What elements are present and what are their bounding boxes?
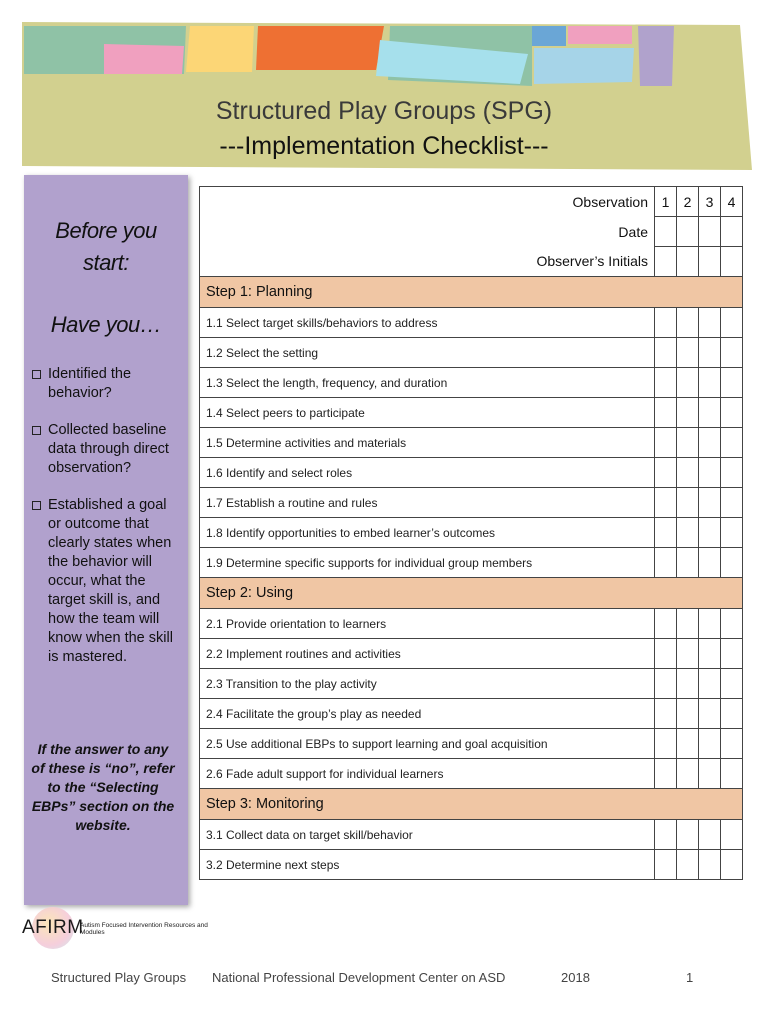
checklist-item-label: 1.5 Determine activities and materials	[200, 428, 655, 458]
checklist-item-row	[200, 669, 743, 699]
observation-checkbox[interactable]	[677, 699, 699, 729]
observation-checkbox[interactable]	[677, 639, 699, 669]
footer-module: Structured Play Groups	[51, 970, 187, 985]
date-label: Date	[200, 217, 655, 247]
checklist-item-row	[200, 850, 743, 880]
checkbox-icon	[32, 426, 41, 435]
initials-field[interactable]	[699, 247, 721, 277]
observation-checkbox[interactable]	[721, 609, 743, 639]
sidebar-heading-text: Before you start:	[55, 218, 157, 275]
observation-checkbox[interactable]	[699, 338, 721, 368]
date-field[interactable]	[677, 217, 699, 247]
observation-checkbox[interactable]	[655, 488, 677, 518]
header-row-date	[200, 217, 743, 247]
checkbox-icon	[32, 370, 41, 379]
observation-checkbox[interactable]	[655, 729, 677, 759]
observation-checkbox[interactable]	[677, 428, 699, 458]
observation-checkbox[interactable]	[677, 729, 699, 759]
observation-checkbox[interactable]	[655, 669, 677, 699]
observation-checkbox[interactable]	[677, 850, 699, 880]
footer-organization: National Professional Development Center on ASD	[212, 970, 506, 985]
sidebar-heading-before	[24, 215, 188, 279]
initials-label: Observer’s Initials	[200, 247, 655, 277]
step-header-row	[200, 578, 743, 609]
observation-checkbox[interactable]	[721, 458, 743, 488]
logo-wordmark: AFIRM	[22, 917, 84, 938]
observation-checkbox[interactable]	[655, 398, 677, 428]
step-header-row	[200, 789, 743, 820]
sidebar-item-text: Identified the behavior?	[48, 366, 132, 401]
initials-field[interactable]	[655, 247, 677, 277]
observation-checkbox[interactable]	[721, 548, 743, 578]
checkbox-icon	[32, 501, 41, 510]
observation-checkbox[interactable]	[655, 338, 677, 368]
checklist-item-label: 2.3 Transition to the play activity	[200, 669, 655, 699]
checklist-item-row	[200, 729, 743, 759]
checklist-item-row	[200, 368, 743, 398]
checklist-item-row	[200, 308, 743, 338]
observation-checkbox[interactable]	[699, 398, 721, 428]
initials-field[interactable]	[721, 247, 743, 277]
observation-checkbox[interactable]	[655, 518, 677, 548]
sidebar-checklist	[32, 365, 182, 685]
observation-number: 1	[655, 187, 677, 217]
observation-checkbox[interactable]	[721, 428, 743, 458]
document-title: Structured Play Groups (SPG)	[215, 97, 553, 125]
observation-checkbox[interactable]	[677, 820, 699, 850]
observation-checkbox[interactable]	[721, 488, 743, 518]
checklist-item-label: 2.2 Implement routines and activities	[200, 639, 655, 669]
checklist-item-label: 1.3 Select the length, frequency, and duration	[200, 368, 655, 398]
checklist-item-row	[200, 609, 743, 639]
observation-checkbox[interactable]	[699, 548, 721, 578]
checklist-item-label: 1.1 Select target skills/behaviors to address	[200, 308, 655, 338]
checklist-item-row	[200, 548, 743, 578]
checklist-item-label: 2.5 Use additional EBPs to support learning and goal acquisition	[200, 729, 655, 759]
checklist-item-label: 1.9 Determine specific supports for individual group members	[200, 548, 655, 578]
observation-checkbox[interactable]	[699, 609, 721, 639]
observation-number: 4	[721, 187, 743, 217]
observation-checkbox[interactable]	[655, 368, 677, 398]
date-field[interactable]	[721, 217, 743, 247]
observation-checkbox[interactable]	[699, 729, 721, 759]
step-title: Step 1: Planning	[200, 277, 743, 308]
observation-checkbox[interactable]	[655, 699, 677, 729]
header-banner	[0, 0, 768, 180]
observation-checkbox[interactable]	[677, 518, 699, 548]
sidebar-panel	[24, 175, 188, 905]
header-row-initials	[200, 247, 743, 277]
observation-checkbox[interactable]	[699, 669, 721, 699]
checklist-item-row	[200, 639, 743, 669]
observation-checkbox[interactable]	[677, 669, 699, 699]
checklist-item-label: 2.6 Fade adult support for individual learners	[200, 759, 655, 789]
observation-checkbox[interactable]	[699, 820, 721, 850]
date-field[interactable]	[655, 217, 677, 247]
checklist-item-label: 3.2 Determine next steps	[200, 850, 655, 880]
observation-checkbox[interactable]	[677, 338, 699, 368]
checklist-item-row	[200, 699, 743, 729]
observation-checkbox[interactable]	[721, 699, 743, 729]
observation-checkbox[interactable]	[699, 850, 721, 880]
sidebar-item-text: Established a goal or outcome that clearly states when the behavior will occur, what the target skill is, and how the team will know when the skill is mastered.	[48, 497, 173, 665]
checklist-item-row	[200, 338, 743, 368]
observation-checkbox[interactable]	[699, 488, 721, 518]
observation-checkbox[interactable]	[721, 338, 743, 368]
observation-checkbox[interactable]	[699, 759, 721, 789]
checklist-item-label: 1.2 Select the setting	[200, 338, 655, 368]
step-header-row	[200, 277, 743, 308]
observation-checkbox[interactable]	[677, 368, 699, 398]
observation-checkbox[interactable]	[655, 609, 677, 639]
observation-number: 3	[699, 187, 721, 217]
observation-checkbox[interactable]	[721, 398, 743, 428]
observation-checkbox[interactable]	[677, 759, 699, 789]
header-row-observation	[200, 187, 743, 217]
observation-checkbox[interactable]	[655, 308, 677, 338]
observation-checkbox[interactable]	[677, 548, 699, 578]
checklist-item-label: 1.8 Identify opportunities to embed learner’s outcomes	[200, 518, 655, 548]
observation-checkbox[interactable]	[699, 699, 721, 729]
observation-checkbox[interactable]	[721, 639, 743, 669]
checklist-item-row	[200, 759, 743, 789]
observation-checkbox[interactable]	[699, 518, 721, 548]
observation-checkbox[interactable]	[699, 368, 721, 398]
checklist-item-label: 2.4 Facilitate the group’s play as needed	[200, 699, 655, 729]
observation-checkbox[interactable]	[677, 398, 699, 428]
observation-checkbox[interactable]	[721, 518, 743, 548]
date-field[interactable]	[699, 217, 721, 247]
observation-checkbox[interactable]	[655, 458, 677, 488]
document-subtitle: ---Implementation Checklist---	[219, 132, 549, 160]
checklist-item-label: 1.6 Identify and select roles	[200, 458, 655, 488]
footer-year: 2018	[561, 970, 590, 985]
observation-checkbox[interactable]	[655, 639, 677, 669]
checklist-item-row	[200, 458, 743, 488]
observation-checkbox[interactable]	[655, 850, 677, 880]
checklist-item-label: 3.1 Collect data on target skill/behavior	[200, 820, 655, 850]
checklist-item-label: 1.4 Select peers to participate	[200, 398, 655, 428]
observation-checkbox[interactable]	[655, 428, 677, 458]
observation-checkbox[interactable]	[721, 729, 743, 759]
sidebar-item-text: Collected baseline data through direct observation?	[48, 422, 169, 476]
checklist-item-row	[200, 820, 743, 850]
initials-field[interactable]	[677, 247, 699, 277]
observation-checkbox[interactable]	[721, 850, 743, 880]
step-title: Step 2: Using	[200, 578, 743, 609]
observation-checkbox[interactable]	[699, 639, 721, 669]
observation-checkbox[interactable]	[655, 759, 677, 789]
observation-checkbox[interactable]	[677, 488, 699, 518]
sidebar-heading-have-you: Have you…	[50, 312, 162, 337]
checklist-item-label: 1.7 Establish a routine and rules	[200, 488, 655, 518]
afirm-logo	[22, 905, 222, 949]
step-title: Step 3: Monitoring	[200, 789, 743, 820]
checklist-item-row	[200, 428, 743, 458]
observation-checkbox[interactable]	[655, 820, 677, 850]
observation-checkbox[interactable]	[677, 609, 699, 639]
observation-checkbox[interactable]	[655, 548, 677, 578]
observation-number: 2	[677, 187, 699, 217]
observation-label: Observation	[200, 187, 655, 217]
logo-subtitle: Autism Focused Intervention Resources and Modules	[80, 922, 208, 936]
observation-checkbox[interactable]	[721, 368, 743, 398]
observation-checkbox[interactable]	[721, 669, 743, 699]
observation-checkbox[interactable]	[699, 428, 721, 458]
sidebar-item	[32, 421, 182, 478]
checklist-item-row	[200, 488, 743, 518]
sidebar-note: If the answer to any of these is “no”, refer to the “Selecting EBPs” section on the website.	[31, 741, 175, 833]
footer-page-number: 1	[686, 970, 694, 985]
observation-checkbox[interactable]	[721, 820, 743, 850]
observation-checkbox[interactable]	[721, 308, 743, 338]
observation-checkbox[interactable]	[699, 458, 721, 488]
checklist-item-row	[200, 398, 743, 428]
implementation-checklist-table	[199, 186, 743, 880]
observation-checkbox[interactable]	[699, 308, 721, 338]
observation-checkbox[interactable]	[677, 308, 699, 338]
observation-checkbox[interactable]	[721, 759, 743, 789]
checklist-item-label: 2.1 Provide orientation to learners	[200, 609, 655, 639]
checklist-item-row	[200, 518, 743, 548]
sidebar-item	[32, 496, 182, 667]
sidebar-item	[32, 365, 182, 403]
observation-checkbox[interactable]	[677, 458, 699, 488]
